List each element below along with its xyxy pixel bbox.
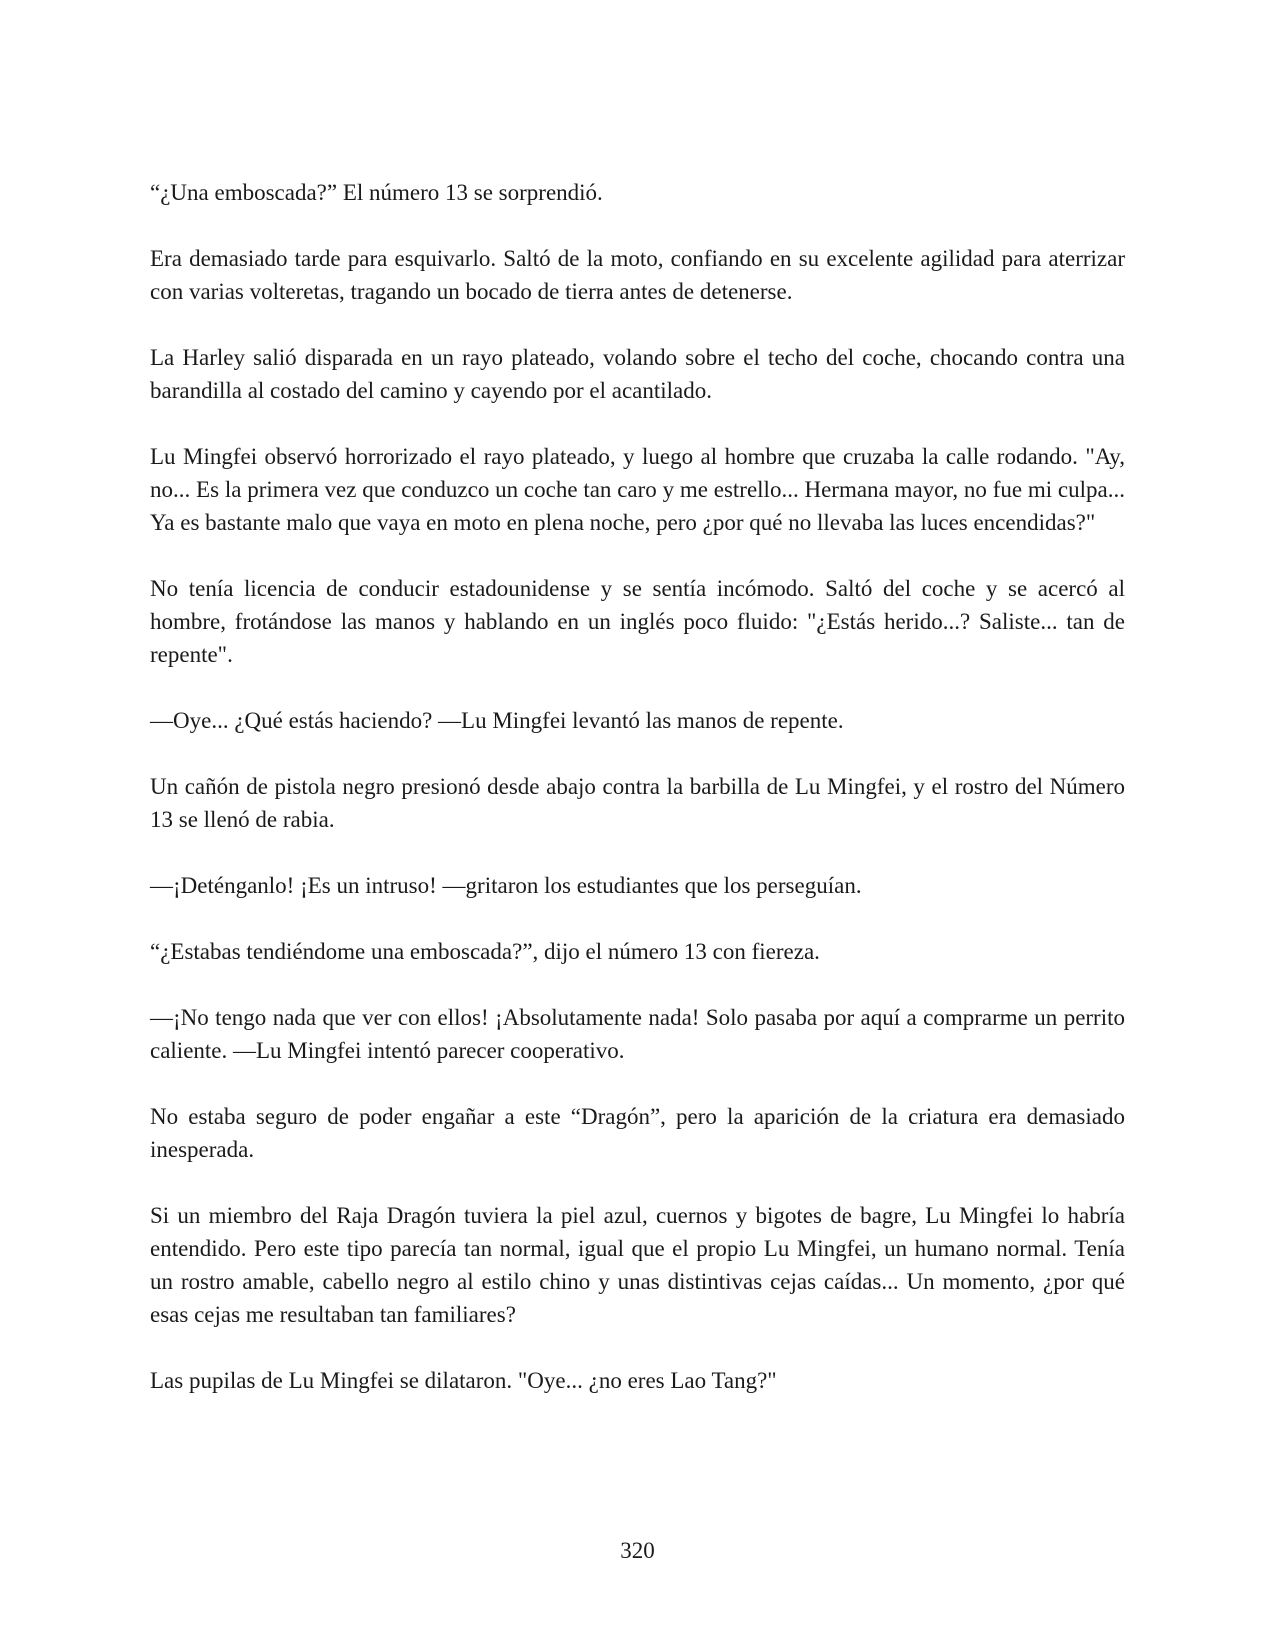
page-body <box>150 176 1125 1397</box>
paragraph: Era demasiado tarde para esquivarlo. Saltó de la moto, confiando en su excelente agilidad para aterrizar con varias volteretas, tragando un bocado de tierra antes de detenerse. <box>150 246 1125 304</box>
paragraph: No estaba seguro de poder engañar a este “Dragón”, pero la aparición de la criatura era demasiado inesperada. <box>150 1104 1125 1162</box>
paragraph: “¿Estabas tendiéndome una emboscada?”, dijo el número 13 con fiereza. <box>150 939 820 964</box>
paragraph: Las pupilas de Lu Mingfei se dilataron. "Oye... ¿no eres Lao Tang?" <box>150 1368 777 1393</box>
paragraph: No tenía licencia de conducir estadounidense y se sentía incómodo. Saltó del coche y se acercó al hombre, frotándose las manos y hablando en un inglés poco fluido: "¿Estás herido...? Saliste... tan de repente". <box>150 576 1125 667</box>
paragraph: —¡No tengo nada que ver con ellos! ¡Absolutamente nada! Solo pasaba por aquí a comprarme un perrito caliente. —Lu Mingfei intentó parecer cooperativo. <box>150 1005 1125 1063</box>
paragraph: La Harley salió disparada en un rayo plateado, volando sobre el techo del coche, chocando contra una barandilla al costado del camino y cayendo por el acantilado. <box>150 345 1125 403</box>
paragraph: —¡Deténganlo! ¡Es un intruso! —gritaron los estudiantes que los perseguían. <box>150 873 862 898</box>
paragraph: “¿Una emboscada?” El número 13 se sorprendió. <box>150 180 603 205</box>
page-number: 320 <box>620 1538 655 1563</box>
paragraph: —Oye... ¿Qué estás haciendo? —Lu Mingfei levantó las manos de repente. <box>150 708 844 733</box>
paragraph: Lu Mingfei observó horrorizado el rayo plateado, y luego al hombre que cruzaba la calle rodando. "Ay, no... Es la primera vez que conduzco un coche tan caro y me estrello... Hermana mayor, no fue mi culpa... Ya es bastante malo que vaya en moto en plena noche, pero ¿por qué no llevaba las luces encendidas?" <box>150 444 1125 535</box>
paragraph: Un cañón de pistola negro presionó desde abajo contra la barbilla de Lu Mingfei, y el rostro del Número 13 se llenó de rabia. <box>150 774 1125 832</box>
paragraph: Si un miembro del Raja Dragón tuviera la piel azul, cuernos y bigotes de bagre, Lu Mingfei lo habría entendido. Pero este tipo parecía tan normal, igual que el propio Lu Mingfei, un humano normal. Tenía un rostro amable, cabello negro al estilo chino y unas distintivas cejas caídas... Un momento, ¿por qué esas cejas me resultaban tan familiares? <box>150 1203 1125 1327</box>
